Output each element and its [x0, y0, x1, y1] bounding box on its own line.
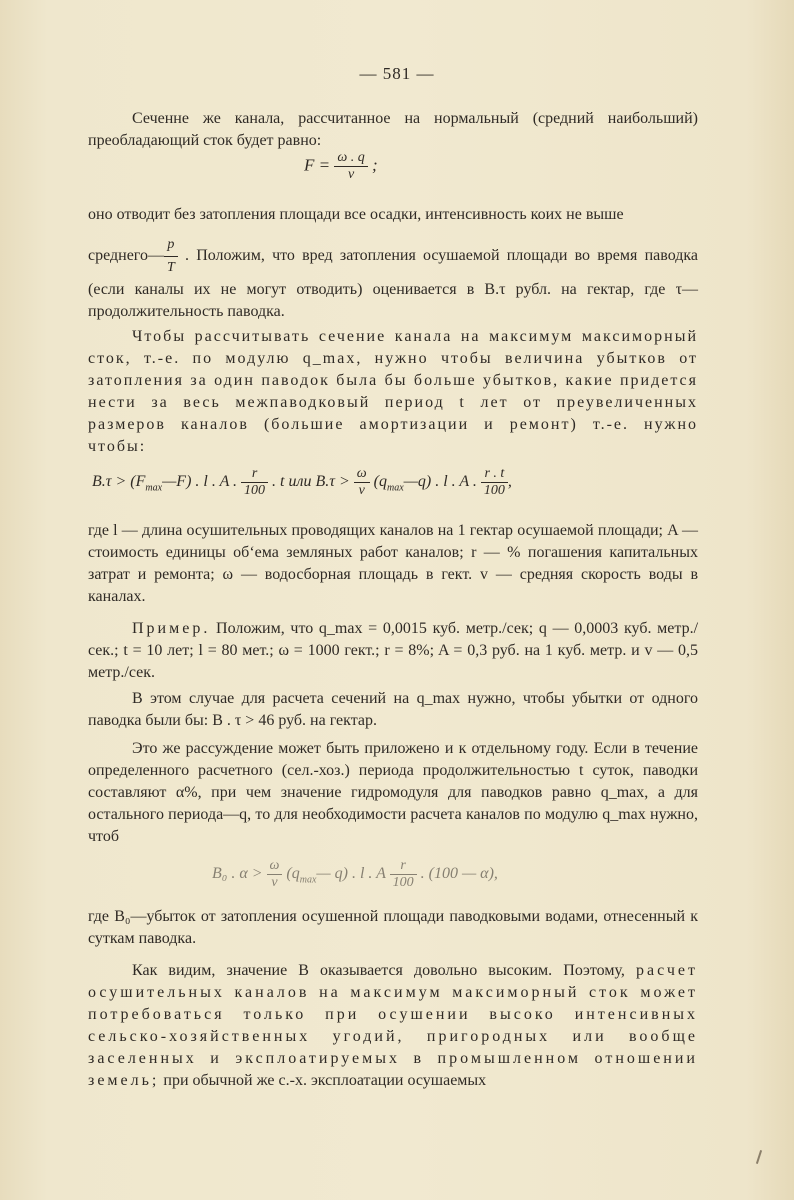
formula-2-right-mid: (q — [373, 473, 387, 491]
formula-2-frac3-num: r . t — [481, 466, 508, 483]
text-block-9 — [88, 960, 698, 1100]
text-block-4 — [88, 520, 698, 616]
example-label: Пример. — [132, 620, 211, 637]
paragraph-6: В этом случае для расчета сечений на q_max нужно, чтобы убытки от одного паводка были бы: B . τ > 46 руб. на гектар. — [88, 690, 698, 729]
formula-2-right-tail: —q) . l . A . — [403, 473, 477, 491]
text-block-5 — [88, 618, 698, 692]
paragraph-2a: оно отводит без затопления площади все осадки, интенсивность коих не выше — [88, 206, 624, 223]
example-text: Положим, что q_max = 0,0015 куб. метр./сек; q — 0,0003 куб. метр./сек.; t = 10 лет; l = 80 мет.; ω = 1000 гект.; r = 8%; A = 0,3 руб. на 1 куб. метр. и v — 0,5 метр./сек. — [88, 620, 699, 681]
formula-2-connector: . t или B.τ > — [272, 473, 350, 491]
formula-3-mid-tail: — q) . l . A — [316, 865, 386, 883]
formula-3-frac2-den: 100 — [392, 875, 414, 890]
paragraph-2b-pre: среднего— — [88, 247, 164, 265]
p-over-t-numerator: p — [164, 234, 178, 257]
formula-2-fraction-3 — [481, 466, 508, 499]
formula-2-left: B.τ > (F — [92, 473, 146, 491]
p-over-t-fraction — [164, 234, 178, 279]
paragraph-9b: расчет осушительных каналов на максимум максиморный сток может потребоваться только при осушении высоко интенсивных сельско-хозяйственных угодий, пригородных или вообще заселенных и эксплоатируемых в промышленном отношении земель; — [88, 962, 698, 1089]
formula-1-fraction — [334, 150, 367, 183]
paragraph-7: Это же рассуждение может быть приложено и к отдельному году. Если в течение определенного расчетного (сел.-хоз.) периода продолжительностью t суток, паводки составляют α%, при чем значение гидромодуля для паводков равно q_max, а для остального периода—q, то для необходимости расчета каналов по модулю q_max нужно, чтоб — [88, 740, 698, 845]
formula-1 — [304, 150, 378, 183]
paragraph-8: где B₀—убыток от затопления осушенной площади паводковыми водами, отнесенный к суткам паводка. — [88, 908, 698, 947]
formula-2-fraction-1 — [241, 466, 268, 499]
formula-3-frac1-num: ω — [267, 858, 283, 875]
text-block-8 — [88, 906, 698, 958]
formula-2-frac1-num: r — [241, 466, 268, 483]
formula-1-lhs: F — [304, 155, 315, 175]
formula-1-tail: ; — [372, 155, 378, 175]
formula-3-fraction-2 — [390, 858, 417, 891]
formula-2-frac3-den: 100 — [483, 483, 505, 498]
formula-2-frac2-den: v — [358, 483, 365, 498]
formula-2-frac1-den: 100 — [244, 483, 266, 498]
paragraph-2b — [88, 234, 698, 323]
formula-3-frac1-den: v — [271, 875, 278, 890]
formula-1-numerator: ω . q — [334, 150, 367, 167]
formula-1-denominator: v — [347, 167, 355, 182]
formula-3-mid-sub: max — [299, 874, 317, 886]
page-number: — 581 — — [359, 64, 435, 83]
pencil-mark — [756, 1150, 762, 1164]
formula-3-fraction-1 — [267, 858, 283, 891]
formula-1-eq: = — [318, 155, 331, 175]
formula-2 — [92, 466, 512, 499]
text-block-2 — [88, 204, 698, 331]
paragraph-9 — [88, 960, 698, 1092]
formula-2-fraction-2 — [354, 466, 370, 499]
formula-3-mid: (q — [286, 865, 300, 883]
paragraph-3: Чтобы рассчитывать сечение канала на максимум максиморный сток, т.-е. по модулю q_max, нужно чтобы величина убытков от затопления за один паводок была бы больше убытков, какие придется нести за весь межпаводковый период t лет от преувеличенных размеров каналов (большие амортизации и ремонт) т.-е. нужно чтобы: — [88, 328, 698, 455]
formula-2-right-sub: max — [386, 482, 404, 494]
formula-2-left-sub: max — [145, 482, 163, 494]
formula-2-left-mid: —F) . l . A . — [162, 473, 238, 491]
formula-3-frac2-num: r — [390, 858, 417, 875]
formula-3 — [212, 858, 498, 891]
paragraph-1: Сеченне же канала, рассчитанное на нормальный (средний наибольший) преобладающий сток будет равно: — [88, 110, 698, 149]
paragraph-5 — [88, 618, 698, 684]
text-block-1 — [88, 108, 698, 160]
formula-3-lhs: B₀ . α > — [212, 865, 263, 883]
formula-3-end: . (100 — α), — [420, 865, 498, 883]
paragraph-2b-post: . Положим, что вред затопления осушаемой площади во время паводка (если каналы их не могут отводить) оценивается в B.τ рубл. на гектар, где τ—продолжительность паводка. — [88, 247, 699, 320]
paragraph-4: где l — длина осушительных проводящих каналов на 1 гектар осушаемой площади; A — стоимость единицы об‘ема земляных работ каналов; r — % погашения капитальных затрат и ремонта; ω — водосборная площадь в гект. v — средняя скорость воды в каналах. — [88, 522, 698, 605]
paragraph-9a: Как видим, значение B оказывается довольно высоким. Поэтому, — [132, 962, 625, 979]
formula-2-end: , — [507, 473, 512, 491]
paragraph-9c: при обычной же с.-х. эксплоатации осушаемых — [163, 1072, 487, 1089]
text-block-7 — [88, 738, 698, 856]
p-over-t-denominator: T — [166, 260, 175, 275]
formula-2-frac2-num: ω — [354, 466, 370, 483]
text-block-6 — [88, 688, 698, 740]
text-block-3 — [88, 326, 698, 466]
